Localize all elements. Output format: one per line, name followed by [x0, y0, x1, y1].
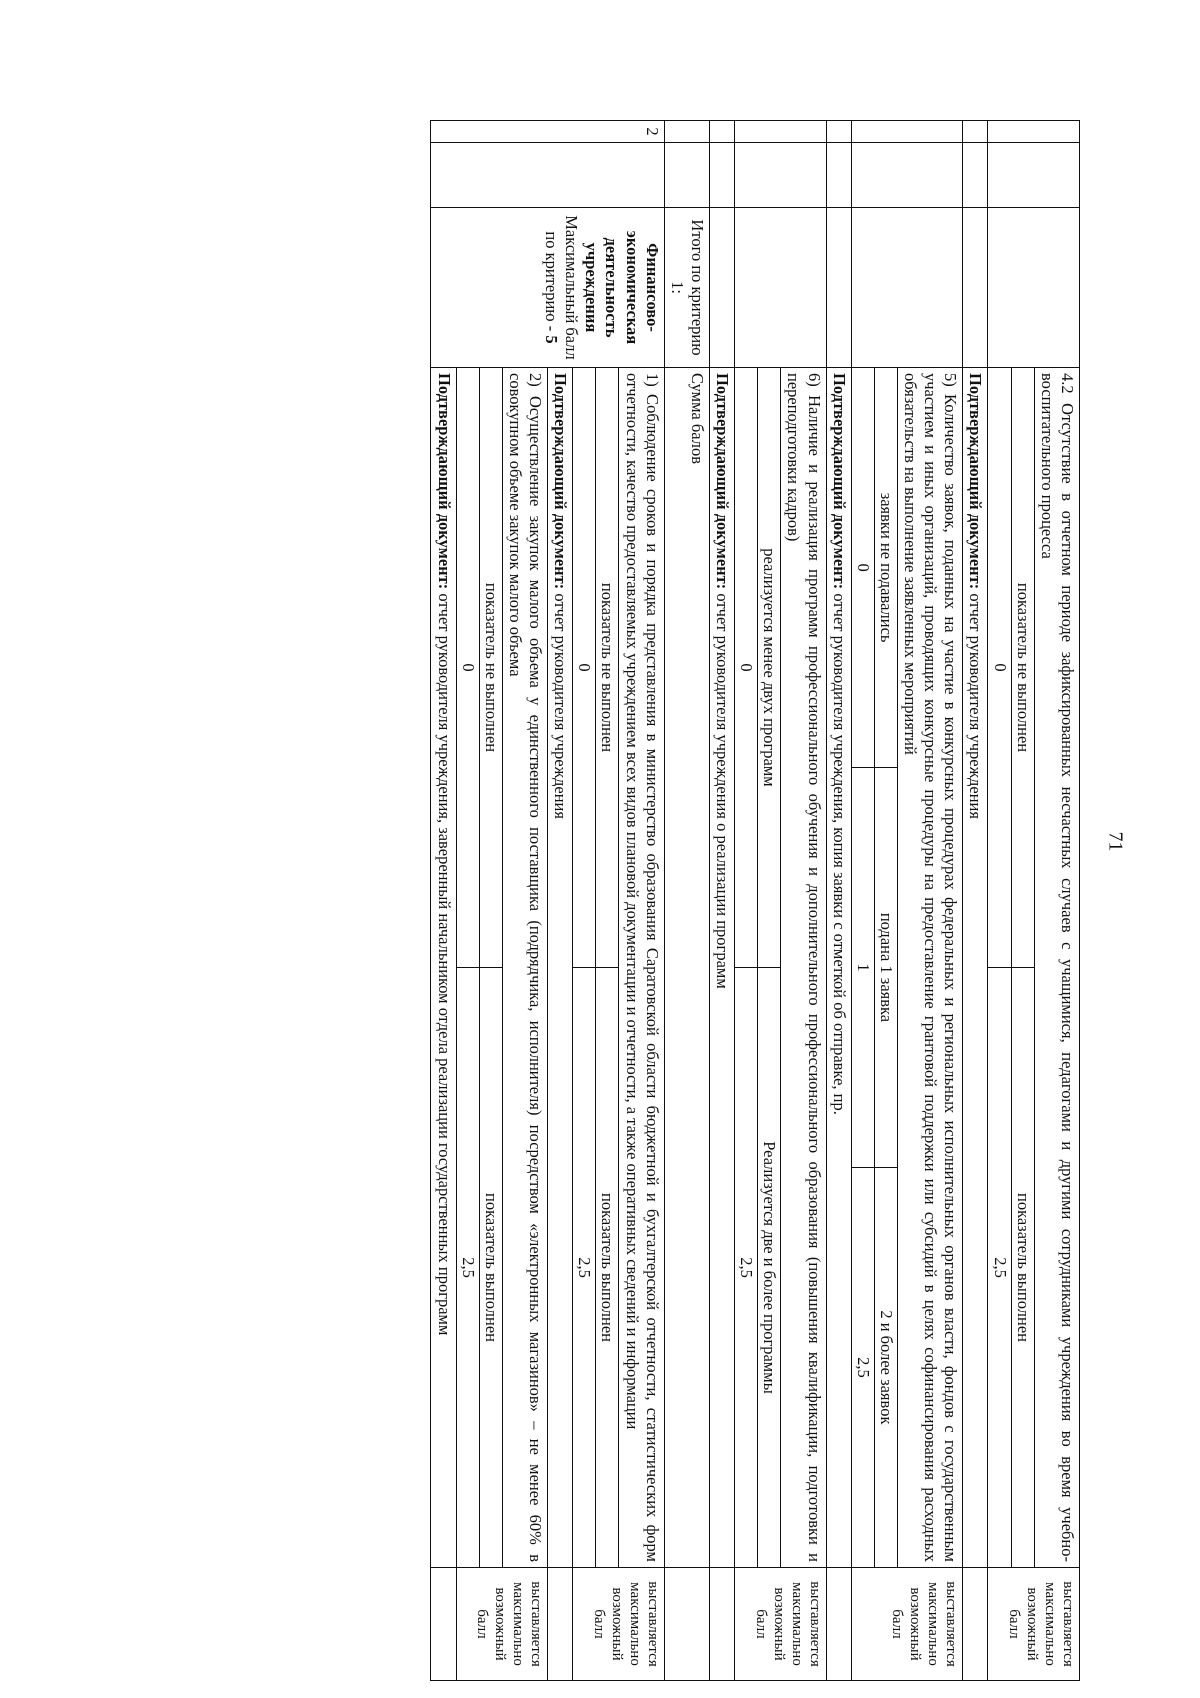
- max-score-value: 5: [542, 335, 562, 344]
- table-row: [988, 121, 1080, 1681]
- table-row: [710, 121, 735, 1681]
- score: 0: [852, 368, 875, 768]
- table-row: [826, 121, 851, 1681]
- option: показатель выполнен: [596, 968, 619, 1568]
- total-label: Итого по критерию 1:: [664, 208, 709, 368]
- doc-label: Подтверждающий документ:: [551, 373, 571, 590]
- option: 2 и более заявок: [874, 1167, 897, 1567]
- item-2-2-text: 2) Осуществление закупок малого объема у единственного поставщика (подрядчика, исполнителя) посредством «электронных магазинов» – не менее 60% в совокупном объеме закупок малого объема: [506, 373, 546, 1562]
- note-max-score: выставляется максимально возможный балл: [456, 1568, 548, 1681]
- criterion-cell: [431, 208, 664, 368]
- item-4-2-cell: [988, 368, 1080, 1568]
- doc-text: отчет руководителя учреждения, копия заявки с отметкой об отправке, пр.: [829, 593, 849, 1115]
- option: показатель не выполнен: [1011, 368, 1034, 968]
- item-4-2-text: 4.2 Отсутствие в отчетном периоде зафиксированных несчастных случаев с учащимися, педагогами и другими сотрудниками учреждения во время учебно-воспитательного процесса: [1037, 373, 1077, 1562]
- criterion-title: Финансово-экономическая деятельность учреждения: [582, 230, 662, 345]
- score: 0: [573, 368, 596, 968]
- doc-label: Подтверждающий документ:: [966, 373, 986, 590]
- doc-text: отчет руководителя учреждения: [551, 593, 571, 819]
- option: Реализуется две и более программы: [758, 968, 781, 1568]
- option: показатель выполнен: [1011, 968, 1034, 1568]
- score: 0: [735, 368, 758, 968]
- score: 0: [457, 368, 480, 968]
- doc-label: Подтверждающий документ:: [713, 373, 733, 590]
- note-max-score: выставляется максимально возможный балл: [851, 1568, 963, 1681]
- total-value: Сумма балов: [664, 368, 709, 1568]
- rotated-table-container: [30, 120, 1080, 1680]
- table-row: [851, 121, 963, 1681]
- item-6-cell: [735, 368, 827, 1568]
- item-5-text: 5) Количество заявок, поданных на участие в конкурсных процедурах федеральных и региональных исполнительных органов власти, фондов с государственным участием и иных организаций, проводящих конкурсные процедуры на предоставление грантовой поддержки или субсидий в целях софинансирования расходных обязательств на выполнение заявленных мероприятий: [901, 373, 961, 1562]
- note-max-score: выставляется максимально возможный балл: [573, 1568, 665, 1681]
- table-row: [963, 121, 988, 1681]
- option: подана 1 заявка: [874, 768, 897, 1168]
- row-number: 2: [431, 121, 664, 143]
- score: 2,5: [457, 968, 480, 1568]
- table-row: [735, 121, 827, 1681]
- doc-6: [710, 368, 735, 1568]
- item-5-cell: [851, 368, 963, 1568]
- item-2-1-text: 1) Соблюдение сроков и порядка представления в министерство образования Саратовской области бюджетной и бухгалтерской отчетности, статистических форм отчетности, качество предоставляемых учреждением всех видов плановой документации и отчетности, а также оперативных сведений и информации: [622, 373, 662, 1562]
- option: заявки не подавались: [874, 368, 897, 768]
- doc-label: Подтверждающий документ:: [829, 373, 849, 590]
- score: 2,5: [573, 968, 596, 1568]
- item-5-scale: [852, 368, 898, 1567]
- item-6-text: 6) Наличие и реализация программ профессионального обучения и дополнительного профессионального образования (повышения квалификации, подготовки и переподготовки кадров): [784, 373, 824, 1562]
- score: 2,5: [989, 968, 1012, 1568]
- note-max-score: выставляется максимально возможный балл: [988, 1568, 1080, 1681]
- option: реализуется менее двух программ: [758, 368, 781, 968]
- note-max-score: выставляется максимально возможный балл: [735, 1568, 827, 1681]
- doc-4: [963, 368, 988, 1568]
- doc-text: отчет руководителя учреждения, заверенный начальником отдела реализации государственных программ: [434, 593, 454, 1336]
- score: 0: [989, 368, 1012, 968]
- score: 1: [852, 768, 875, 1168]
- doc-label: Подтверждающий документ:: [434, 373, 454, 590]
- doc-2-2: [431, 368, 456, 1568]
- max-score-label: Максимальный балл по критерию -: [542, 215, 582, 360]
- item-2-2-scale: [457, 368, 503, 1567]
- item-4-2-scale: [989, 368, 1035, 1567]
- score: 2,5: [852, 1167, 875, 1567]
- option: показатель не выполнен: [479, 368, 502, 968]
- table-row: [573, 121, 665, 1681]
- doc-text: отчет руководителя учреждения о реализации программ: [713, 593, 733, 989]
- doc-5: [826, 368, 851, 1568]
- doc-text: отчет руководителя учреждения: [966, 593, 986, 819]
- item-2-1-scale: [573, 368, 619, 1567]
- score: 2,5: [735, 968, 758, 1568]
- item-6-scale: [735, 368, 781, 1567]
- option: показатель не выполнен: [596, 368, 619, 968]
- table-row: [664, 121, 709, 1681]
- item-2-2-cell: [456, 368, 548, 1568]
- option: показатель выполнен: [479, 968, 502, 1568]
- criteria-table: [431, 120, 1081, 1681]
- doc-2-1: [548, 368, 573, 1568]
- item-2-1-cell: [573, 368, 665, 1568]
- page-number: 71: [1104, 831, 1127, 852]
